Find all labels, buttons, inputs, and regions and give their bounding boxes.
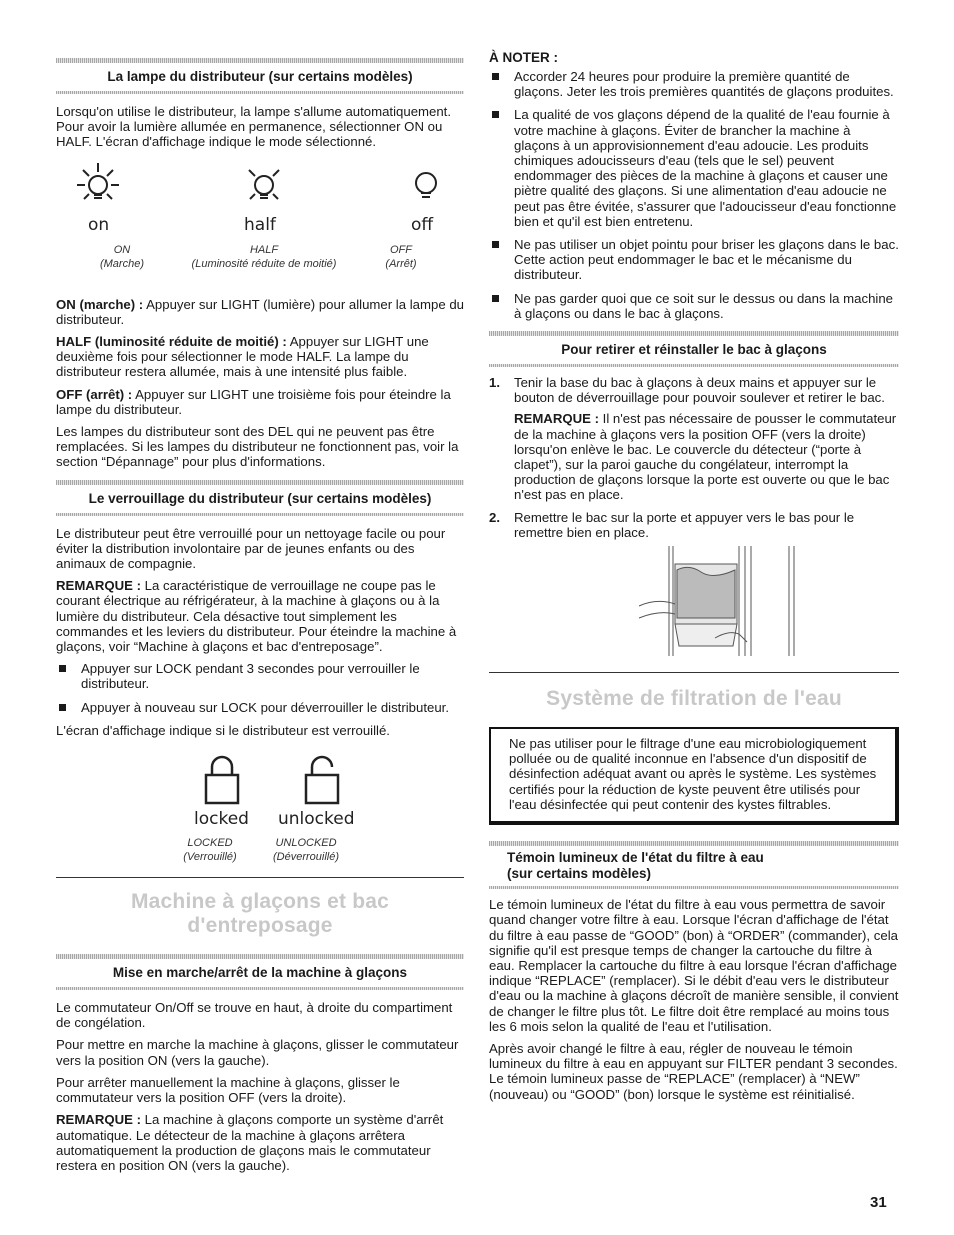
half-label: half: [244, 214, 276, 235]
ice-remark-text: La machine à glaçons comporte un système d'arrêt automatique. Le détecteur de la machine à glaçons arrêtera automatiquement la production de glaçons mais le commutateur restera en position ON (vers la gauche).: [56, 1112, 444, 1173]
unlocked-label: unlocked: [278, 809, 355, 830]
ice-paragraph: Pour arrêter manuellement la machine à glaçons, glisser le commutateur vers la position OFF (vers la droite).: [56, 1074, 400, 1106]
half-caption-title: HALF: [249, 243, 279, 256]
ice-remark-term: REMARQUE :: [56, 1112, 141, 1128]
on-term: ON (marche) :: [56, 296, 144, 312]
ice-paragraph: Le commutateur On/Off se trouve en haut, à droite du compartiment de congélation.: [56, 1000, 453, 1031]
unlocked-caption-sub: (Déverrouillé): [272, 851, 340, 864]
divider: [56, 91, 464, 94]
filter-heading-line: (sur certains modèles): [507, 866, 652, 882]
locked-caption: [170, 836, 250, 864]
note-bullet: La qualité de vos glaçons dépend de la qualité de l'eau fournie à votre machine à glaçons. Éviter de brancher la machine à glaçons à un approvisionnement d'eau adoucie. Les produits chimiques adoucisseurs d'eau (tels que le sel) peuvent endommager des pièces de la machine à glaçons et causer une piètre qualité des glaçons. Si une alimentation d'eau adoucie ne peut pas être évitée, s'assurer que l'adoucisseur d'eau fonctionne bien et qu'il est bien entretenu.: [489, 107, 899, 229]
lamp-led-note: Les lampes du distributeur sont des DEL qui ne peuvent pas être remplacées. Si les lampes du distributeur ne fonctionnent pas, voir la section “Dépannage” pour plus d'informations.: [56, 424, 459, 470]
lock-heading: Le verrouillage du distributeur (sur certains modèles): [88, 490, 432, 506]
locked-icon: [206, 757, 238, 803]
bin-heading: Pour retirer et réinstaller le bac à glaçons: [561, 342, 827, 358]
note-bullet: Ne pas garder quoi que ce soit sur le dessus ou dans la machine à glaçons ou dans le bac à glaçons.: [489, 291, 899, 321]
lamp-icons: [56, 163, 464, 253]
light-half-icon: [249, 170, 279, 199]
lock-bullet: Appuyer à nouveau sur LOCK pour déverrouiller le distributeur.: [56, 700, 464, 715]
step-number: 1.: [489, 375, 500, 391]
divider: [56, 513, 464, 516]
divider: [489, 364, 899, 367]
half-caption: [164, 243, 364, 271]
ice-section-title: Machine à glaçons et bac d'entreposage: [130, 890, 390, 938]
note-bullet: Ne pas utiliser un objet pointu pour briser les glaçons dans le bac. Cette action peut endommager le bac et le mécanisme du distributeur.: [489, 237, 899, 283]
lock-intro: Le distributeur peut être verrouillé pour un nettoyage facile ou pour éviter la distribution involontaire par de jeunes enfants ou des animaux de compagnie.: [56, 525, 446, 572]
bin-step: [489, 510, 899, 540]
lock-remark-text: La caractéristique de verrouillage ne coupe pas le courant électrique au réfrigérateur, à la machine à glaçons ou à la lumière du distributeur. Cela désactive tout simplement les commandes et les leviers du distributeur. Pour éteindre la machine à glaçons, voir “Machine à glaçons et bac d'entreposage”.: [56, 578, 457, 655]
filter-heading: [489, 850, 899, 882]
bin-remark-term: REMARQUE :: [514, 411, 599, 427]
ice-bin-illustration: [489, 546, 899, 666]
off-label: off: [411, 214, 434, 235]
lamp-icons-figure: [56, 157, 464, 297]
step-text: Tenir la base du bac à glaçons à deux mains et appuyer sur le bouton de déverrouillage pour pouvoir soulever et retirer le bac.: [514, 375, 885, 406]
ice-paragraph: Pour mettre en marche la machine à glaçons, glisser le commutateur vers la position ON (vers la gauche).: [56, 1037, 459, 1068]
divider: [489, 886, 899, 889]
locked-caption-title: LOCKED: [187, 837, 233, 850]
on-description: [56, 297, 464, 327]
ice-onoff-heading: Mise en marche/arrêt de la machine à glaçons: [112, 965, 408, 981]
unlocked-caption-title: UNLOCKED: [275, 837, 337, 850]
locked-label: locked: [194, 809, 249, 830]
half-caption-sub: (Luminosité réduite de moitié): [191, 257, 337, 270]
unlocked-icon: [306, 757, 338, 803]
note-heading: À NOTER :: [489, 50, 558, 65]
bin-step: [489, 375, 899, 405]
lamp-heading: La lampe du distributeur (sur certains modèles): [107, 69, 413, 84]
section-rule: [56, 877, 464, 938]
step-text: Remettre le bac sur la porte et appuyer vers le bas pour le remettre bien en place.: [514, 509, 855, 540]
on-caption-title: ON: [113, 243, 131, 256]
bin-remark-text: Il n'est pas nécessaire de pousser le commutateur de la machine à glaçons vers la position OFF (vers la droite) lorsqu'on enlève le bac. Le couvercle du détecteur (“porte à clapet”), sur la paroi gauche du congélateur, interrompt la production de glaçons lorsque la porte est ouverte ou que le bac n'est pas en place.: [514, 411, 897, 503]
divider: [56, 480, 464, 485]
page-number: 31: [870, 1194, 887, 1211]
on-label: on: [88, 214, 110, 235]
lock-remark-term: REMARQUE :: [56, 578, 141, 594]
ice-remark: [56, 1112, 464, 1173]
filter-paragraph: Après avoir changé le filtre à eau, régler de nouveau le témoin lumineux du filtre à eau en appuyant sur FILTER pendant 3 secondes. Le témoin lumineux passe de “REPLACE” (remplacer) à “NEW” (nouveau) ou “GOOD” (bon) lorsque le système est réinitialisé.: [489, 1040, 898, 1102]
half-description: [56, 334, 464, 380]
on-caption-sub: (Marche): [99, 257, 144, 270]
lock-bullet: Appuyer sur LOCK pendant 3 secondes pour verrouiller le distributeur.: [56, 661, 464, 691]
filter-heading-line: Témoin lumineux de l'état du filtre à eau: [507, 850, 764, 866]
divider: [56, 58, 464, 63]
lock-icons-figure: [56, 745, 464, 877]
lock-display-note: L'écran d'affichage indique si le distributeur est verrouillé.: [56, 722, 390, 738]
note-bullet: Accorder 24 heures pour produire la première quantité de glaçons. Jeter les trois premières quantités de glaçons produites.: [489, 69, 899, 99]
off-description: [56, 387, 464, 417]
lock-icons: [56, 751, 464, 811]
divider: [56, 954, 464, 959]
right-column: [489, 50, 899, 1109]
bin-remark: [489, 411, 899, 502]
lock-remark: [56, 578, 464, 654]
off-term: OFF (arrêt) :: [56, 386, 133, 402]
divider: [489, 331, 899, 336]
step-number: 2.: [489, 509, 500, 525]
divider: [489, 841, 899, 846]
unlocked-caption: [256, 836, 356, 864]
divider: [56, 987, 464, 990]
filter-section-title: Système de filtration de l'eau: [546, 687, 842, 711]
off-caption-sub: (Arrêt): [385, 257, 417, 270]
off-text: Appuyer sur LIGHT une troisième fois pour éteindre la lampe du distributeur.: [56, 386, 451, 417]
section-rule: [489, 672, 899, 711]
half-term: HALF (luminosité réduite de moitié) :: [56, 334, 287, 350]
filter-warning-text: Ne pas utiliser pour le filtrage d'une eau microbiologiquement polluée ou de qualité inconnue en l'absence d'un dispositif de désinfection adéquat avant ou après le système. Les systèmes certifiés pour la réduction de kyste peuvent être utilisés pour l'eau désinfectée qui peut contenir des kystes filtrables.: [509, 736, 877, 812]
on-caption: [82, 243, 162, 271]
off-caption: [361, 243, 441, 271]
light-on-icon: [77, 163, 119, 199]
off-caption-title: OFF: [390, 243, 412, 256]
on-text: Appuyer sur LIGHT (lumière) pour allumer la lampe du distributeur.: [56, 296, 464, 327]
left-column: [56, 58, 464, 1180]
half-text: Appuyer sur LIGHT une deuxième fois pour sélectionner le mode HALF. La lampe du distributeur restera allumée, mais à une intensité plus faible.: [56, 334, 429, 380]
lamp-intro: Lorsqu'on utilise le distributeur, la lampe s'allume automatiquement. Pour avoir la lumière allumée en permanence, sélectionner ON ou HALF. L'écran d'affichage indique le mode sélectionné.: [56, 104, 452, 150]
locked-caption-sub: (Verrouillé): [183, 851, 237, 864]
filter-paragraph: Le témoin lumineux de l'état du filtre à eau vous permettra de savoir quand changer votre filtre à eau. Lorsque l'écran d'affichage de l'état du filtre à eau passe de “GOOD” (bon) à “ORDER” (commander), cela signifie qu'il est presque temps de changer la cartouche du filtre à eau. Remplacer la cartouche du filtre à eau lorsque l'écran d'affichage indique “REPLACE” (remplacer). Si le débit d'eau vers le distributeur d'eau ou la machine à glaçons décroît de manière sensible, il convient de changer le filtre plus tôt. Le filtre doit être remplacé au moins tous les 6 mois selon la qualité de l'eau et l'utilisation.: [489, 897, 899, 1034]
light-off-icon: [416, 173, 436, 197]
filter-warning-box: [489, 727, 899, 825]
